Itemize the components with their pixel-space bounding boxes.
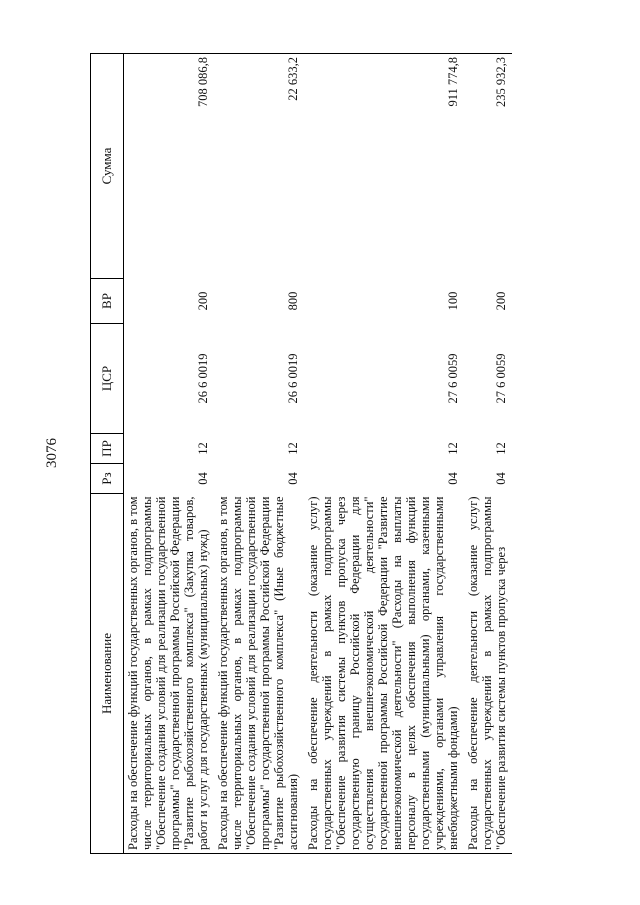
row-rz: 04 — [196, 472, 210, 485]
row-csr: 26 6 0019 — [286, 353, 300, 404]
header-sum: Сумма — [91, 54, 124, 279]
header-vr: ВР — [91, 279, 124, 324]
row-pr: 12 — [446, 442, 460, 455]
row-sum: 22 633,2 — [214, 54, 304, 279]
row-name: Расходы на обеспечение функций государственных органов, в том числе территориальных органов, в рамках подпрограммы "Обеспечение создания условий для реализации государственной программы" государственной программы Российской Федерации "Развитие рыбохозяйственного комплекса" (Закупка товаров, работ и услуг для государственных (муниципальных) нужд) — [124, 494, 215, 854]
budget-table — [90, 53, 512, 854]
header-name: Наименование — [91, 494, 124, 854]
row-pr: 12 — [196, 442, 210, 455]
header-csr: ЦСР — [91, 324, 124, 434]
header-pr: ПР — [91, 434, 124, 464]
table-row — [464, 54, 512, 854]
row-rz: 04 — [494, 472, 508, 485]
table-row — [214, 54, 304, 854]
row-sum: 235 932,3 — [464, 54, 512, 279]
row-csr: 27 6 0059 — [494, 353, 508, 404]
row-rz: 04 — [286, 472, 300, 485]
table-row — [304, 54, 464, 854]
table-header-row — [91, 54, 124, 854]
row-csr: 27 6 0059 — [446, 353, 460, 404]
row-sum: 708 086,8 — [124, 54, 215, 279]
rotated-page-content — [90, 54, 590, 854]
row-vr: 800 — [286, 291, 300, 311]
row-vr: 200 — [196, 291, 210, 311]
row-vr: 100 — [446, 291, 460, 311]
page-number: 3076 — [44, 438, 60, 468]
row-rz: 04 — [446, 472, 460, 485]
row-pr: 12 — [494, 442, 508, 455]
row-vr: 200 — [494, 291, 508, 311]
row-pr: 12 — [286, 442, 300, 455]
row-name: Расходы на обеспечение деятельности (оказание услуг) государственных учреждений в рамках подпрограммы "Обеспечение развития системы пунктов пропуска через — [464, 494, 512, 854]
header-rz: Рз — [91, 464, 124, 494]
row-sum: 911 774,8 — [304, 54, 464, 279]
table-row — [124, 54, 215, 854]
row-name: Расходы на обеспечение функций государственных органов, в том числе территориальных органов, в рамках подпрограммы "Обеспечение создания условий для реализации государственной программы" государственной программы Российской Федерации "Развитие рыбохозяйственного комплекса" (Иные бюджетные ассигнования) — [214, 494, 304, 854]
row-csr: 26 6 0019 — [196, 353, 210, 404]
row-name: Расходы на обеспечение деятельности (оказание услуг) государственных учреждений в рамках подпрограммы "Обеспечение развития системы пунктов пропуска через государственную границу Российской Федерации для осуществления внешнеэкономической деятельности" государственной программы Российской Федерации "Развитие внешнеэкономической деятельности" (Расходы на выплаты персоналу в целях обеспечения выполнения функций государственными (муниципальными) органами, казенными учреждениями, органами управления государственными внебюджетными фондами) — [304, 494, 464, 854]
